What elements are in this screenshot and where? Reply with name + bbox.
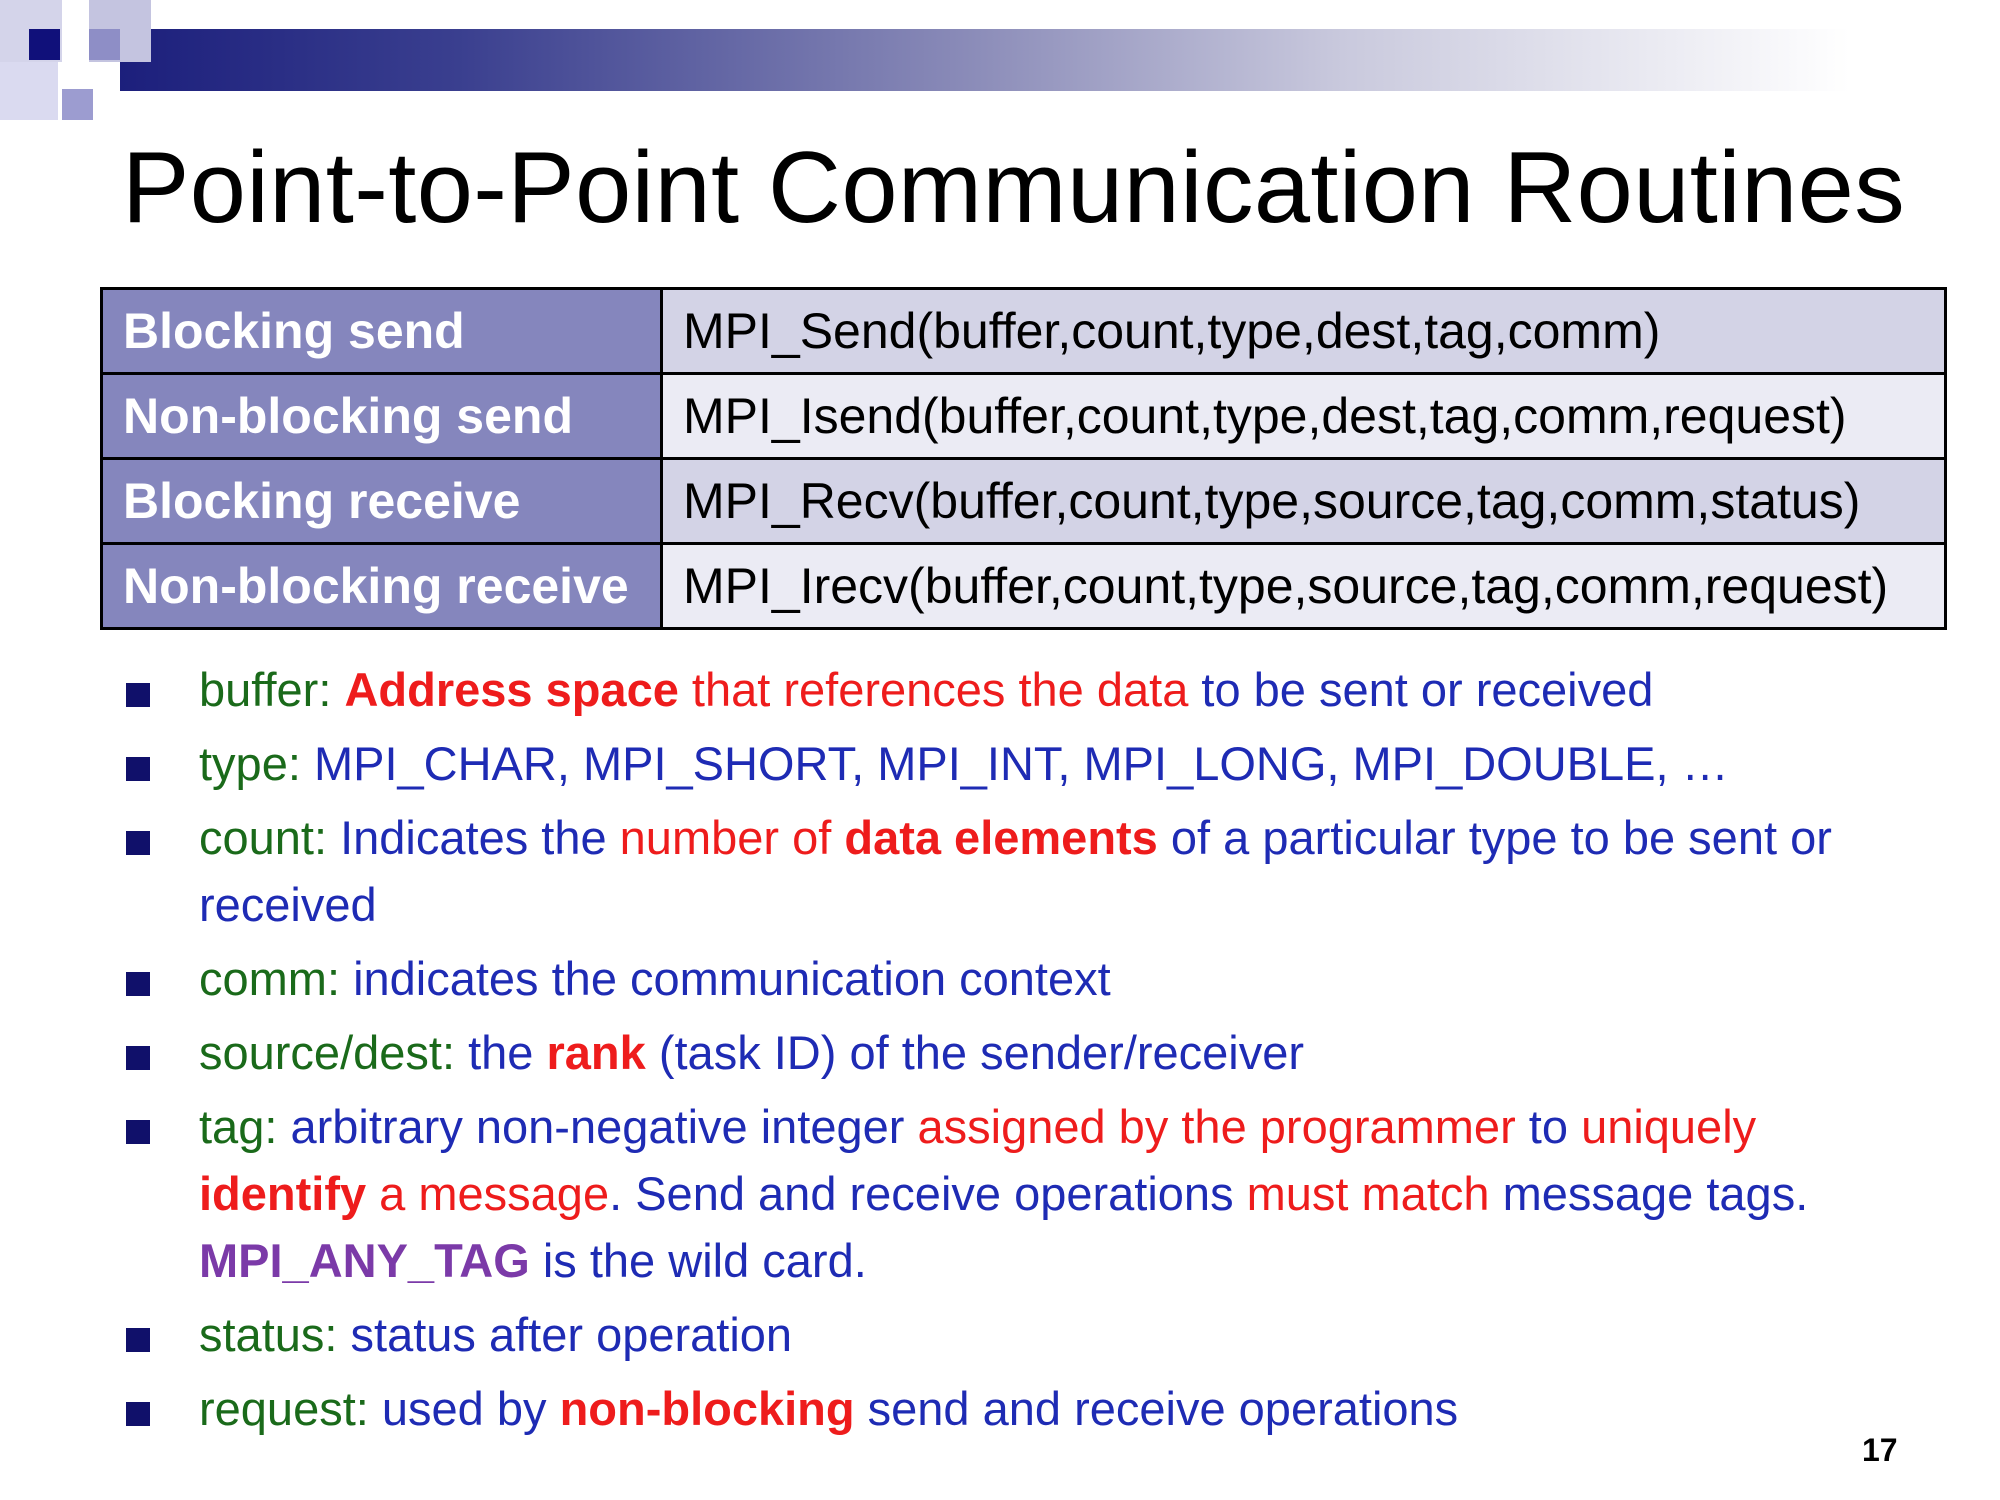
list-item [124, 945, 1924, 1012]
bullet-square-icon [126, 683, 150, 707]
text-segment: source/dest: [199, 1026, 469, 1079]
text-segment: indicates the communication context [353, 952, 1111, 1005]
routine-signature: MPI_Recv(buffer,count,type,source,tag,comm,status) [662, 459, 1946, 544]
text-segment: request: [199, 1382, 382, 1435]
text-segment: used by [381, 1382, 560, 1435]
list-item [124, 1375, 1924, 1442]
text-segment: count: [199, 811, 341, 864]
routine-category: Non-blocking receive [102, 544, 662, 629]
list-item [124, 1093, 1924, 1294]
text-segment: non-blocking [559, 1382, 855, 1435]
text-segment: the [468, 1026, 547, 1079]
routine-signature: MPI_Irecv(buffer,count,type,source,tag,comm,request) [662, 544, 1946, 629]
bullet-square-icon [126, 972, 150, 996]
list-item [124, 804, 1924, 938]
text-segment: data elements [844, 811, 1158, 864]
text-segment: uniquely [1581, 1100, 1757, 1153]
table-row [102, 289, 1946, 374]
text-segment: status: [199, 1308, 351, 1361]
text-segment: comm: [199, 952, 354, 1005]
text-segment: of a particular type to be sent or received [199, 811, 1832, 931]
text-segment: . Send and receive operations [609, 1167, 1247, 1220]
header-square-decoration [0, 62, 58, 120]
routine-signature: MPI_Send(buffer,count,type,dest,tag,comm) [662, 289, 1946, 374]
text-segment: Address space [344, 663, 679, 716]
text-segment: is the wild card. [529, 1234, 867, 1287]
list-item [124, 730, 1924, 797]
routine-category: Blocking receive [102, 459, 662, 544]
bullet-square-icon [126, 757, 150, 781]
text-segment: rank [546, 1026, 646, 1079]
page-number: 17 [1862, 1432, 1898, 1468]
text-segment: to [1515, 1100, 1582, 1153]
text-segment: Indicates the [340, 811, 620, 864]
routines-table [100, 287, 1947, 630]
text-segment: assigned by the programmer [917, 1100, 1516, 1153]
table-row [102, 459, 1946, 544]
bullet-square-icon [126, 1328, 150, 1352]
text-segment: must match [1246, 1167, 1490, 1220]
routine-signature: MPI_Isend(buffer,count,type,dest,tag,comm,request) [662, 374, 1946, 459]
text-segment: number of [619, 811, 845, 864]
bullet-square-icon [126, 1120, 150, 1144]
text-segment: MPI_CHAR, MPI_SHORT, MPI_INT, MPI_LONG, MPI_DOUBLE, … [313, 737, 1729, 790]
header-square-decoration [62, 89, 93, 120]
list-item [124, 656, 1924, 723]
table-row [102, 374, 1946, 459]
list-item [124, 1019, 1924, 1086]
routine-category: Non-blocking send [102, 374, 662, 459]
text-segment: type: [199, 737, 314, 790]
bullet-square-icon [126, 1402, 150, 1426]
header-gradient-banner [120, 29, 2000, 91]
header-square-decoration [89, 29, 120, 60]
text-segment: a message [366, 1167, 610, 1220]
bullet-square-icon [126, 831, 150, 855]
text-segment: to be sent or received [1188, 663, 1654, 716]
text-segment: identify [199, 1167, 367, 1220]
text-segment: tag: [199, 1100, 291, 1153]
table-row [102, 544, 1946, 629]
text-segment: status after operation [350, 1308, 793, 1361]
text-segment: MPI_ANY_TAG [199, 1234, 530, 1287]
slide-title: Point-to-Point Communication Routines [122, 132, 1906, 244]
routine-category: Blocking send [102, 289, 662, 374]
text-segment: that references the data [678, 663, 1189, 716]
list-item [124, 1301, 1924, 1368]
text-segment: send and receive operations [854, 1382, 1459, 1435]
text-segment: (task ID) of the sender/receiver [645, 1026, 1305, 1079]
header-square-decoration [29, 29, 60, 60]
text-segment: arbitrary non-negative integer [290, 1100, 918, 1153]
text-segment: message tags. [1489, 1167, 1809, 1220]
parameter-list [124, 656, 1924, 1449]
bullet-square-icon [126, 1046, 150, 1070]
text-segment: buffer: [199, 663, 345, 716]
